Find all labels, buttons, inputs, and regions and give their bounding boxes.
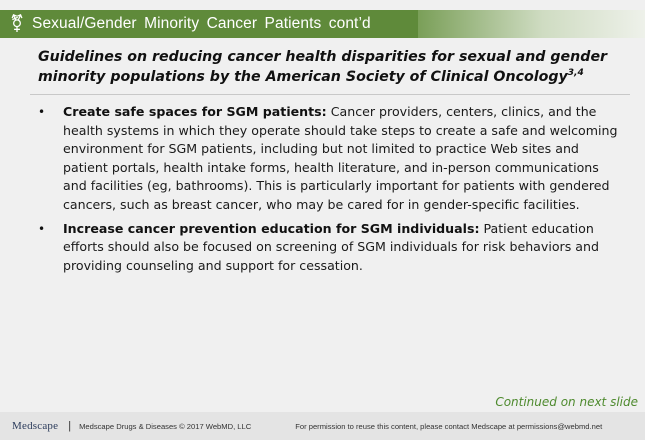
title-bar-gradient	[418, 10, 645, 38]
bullet-list	[30, 103, 620, 280]
title-bar	[0, 10, 418, 38]
bullet-dot-icon: •	[38, 105, 46, 119]
slide-title: Sexual/Gender Minority Cancer Patients cont’d	[32, 15, 371, 32]
medscape-logo: Medscape	[12, 420, 59, 432]
footer-permission-link[interactable]: For permission to reuse this content, please contact Medscape at permissions@webmd.net	[295, 421, 603, 431]
transgender-symbol-icon: ⚧	[9, 14, 25, 34]
bullet-item-safe-spaces	[30, 103, 620, 215]
subtitle-text: Guidelines on reducing cancer health disparities for sexual and gender minority populations by the American Society of Clinical Oncology	[38, 49, 608, 85]
footer	[0, 412, 645, 440]
footer-copyright: Medscape Drugs & Diseases © 2017 WebMD, LLC	[79, 421, 252, 431]
slide-subtitle	[38, 47, 618, 87]
bullet-body: Patient education efforts should also be focused on screening of SGM individuals for risk behaviors and providing counseling and support for cessation.	[63, 220, 599, 273]
footer-separator: |	[68, 420, 72, 432]
subtitle-references: 3,4	[567, 68, 584, 78]
bullet-dot-icon: •	[38, 221, 46, 236]
divider	[30, 94, 630, 95]
bullet-item-prevention-education	[30, 220, 620, 276]
bullet-heading: Create safe spaces for SGM patients:	[63, 104, 327, 119]
bullet-heading: Increase cancer prevention education for SGM individuals:	[63, 220, 480, 236]
continued-note: Continued on next slide	[495, 395, 638, 409]
bullet-body: Cancer providers, centers, clinics, and the health systems in which they operate should take steps to create a safe and welcoming environment for SGM patients, including but not limited to practice Web sites and patient portals, health intake forms, health literature, and in-person communications and facilities (eg, bathrooms). This is particularly important for patients with gendered cancers, such as breast cancer, who may be cared for in gender-specific facilities.	[63, 104, 618, 212]
